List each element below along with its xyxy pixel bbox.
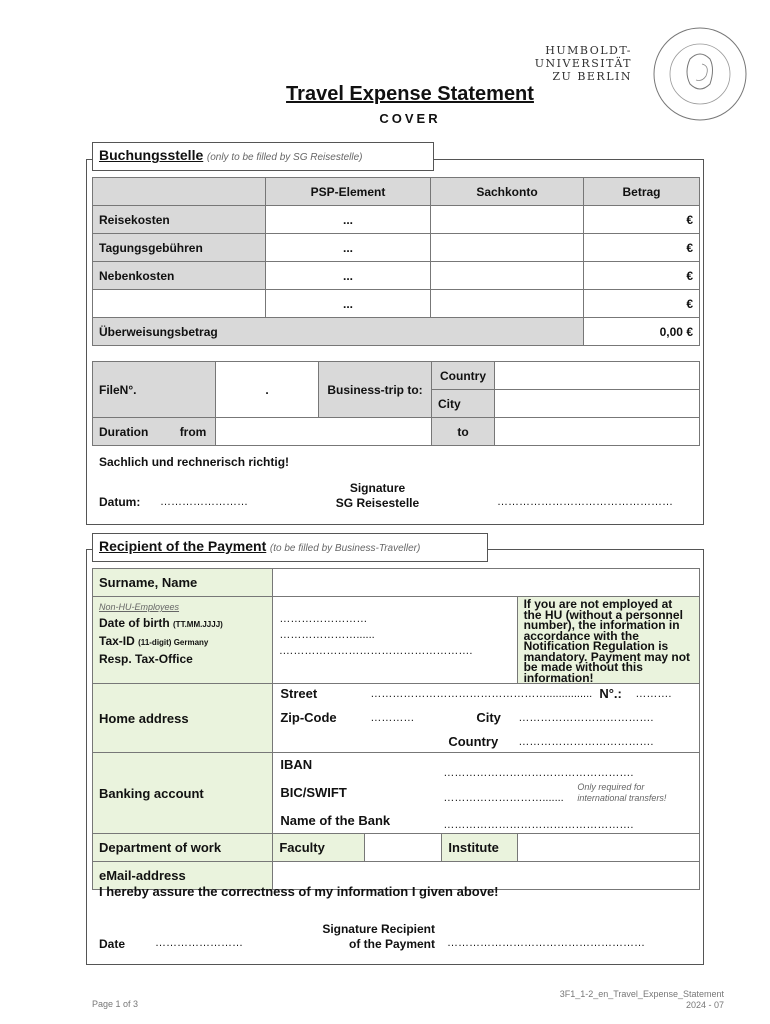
dob-label-row [99, 615, 266, 633]
bic-note [577, 782, 666, 804]
datum-label: Datum: [99, 495, 141, 509]
institute-label: Institute [442, 834, 517, 862]
row-label: Reisekosten [93, 206, 266, 234]
bic-note-line-1: Only required for [577, 782, 645, 792]
city-field[interactable] [495, 390, 700, 418]
booking-header-empty [93, 178, 266, 206]
banking-fields [273, 753, 700, 834]
home-address-label: Home address [93, 684, 273, 753]
taxid-label-row [99, 633, 266, 651]
recipient-heading [92, 533, 488, 562]
banking-label: Banking account [93, 753, 273, 834]
logo-line-2: UNIVERSITÄT [534, 57, 632, 70]
city-field[interactable]: ………………………………. [518, 712, 654, 724]
to-date-field[interactable] [495, 418, 700, 446]
recipient-note: (to be filled by Business-Traveller) [269, 543, 421, 554]
bic-field[interactable]: ………………………....... [443, 792, 564, 804]
buchungsstelle-heading [92, 142, 434, 171]
psp-cell[interactable]: ... [266, 262, 431, 290]
email-label: eMail-address [93, 862, 273, 890]
duration-label [93, 418, 216, 446]
date-field[interactable]: …………………… [155, 937, 243, 949]
row-label: Nebenkosten [93, 262, 266, 290]
page-number: Page 1 of 3 [92, 999, 139, 1009]
buchungsstelle-title: Buchungsstelle [99, 147, 204, 163]
institute-field[interactable] [517, 834, 699, 862]
row-label[interactable] [93, 290, 266, 318]
business-trip-label: Business-trip to: [319, 362, 432, 418]
document-version: 2024 - 07 [685, 1000, 724, 1010]
taxid-label: Tax-ID [99, 634, 135, 648]
from-date-field[interactable] [216, 418, 432, 446]
dob-field[interactable]: …………………… [279, 613, 368, 625]
number-field[interactable]: ………. [635, 688, 672, 700]
sachkonto-cell[interactable] [431, 290, 584, 318]
department-label: Department of work [93, 834, 273, 862]
non-hu-fields [273, 597, 517, 684]
faculty-label: Faculty [273, 834, 365, 862]
city-label: City [432, 390, 495, 418]
recipient-signature-label-1: Signature Recipient [322, 922, 435, 936]
trip-table [92, 361, 700, 446]
recipient-title: Recipient of the Payment [99, 538, 267, 554]
signature-label-1: Signature [349, 481, 406, 495]
university-seal-icon [650, 24, 750, 124]
taxid-note: (11-digit) Germany [138, 638, 209, 647]
country-label: Country [432, 362, 495, 390]
recipient-table [92, 568, 700, 890]
dob-label: Date of birth [99, 616, 170, 630]
page-title: Travel Expense Statement [286, 83, 534, 105]
surname-field[interactable] [273, 569, 700, 597]
total-value: 0,00 € [584, 318, 700, 346]
faculty-field[interactable] [365, 834, 442, 862]
assurance-text: I hereby assure the correctness of my information I given above! [99, 884, 499, 899]
zip-field[interactable]: ………… [370, 712, 415, 724]
file-number-field[interactable]: . [216, 362, 319, 418]
bank-name-label: Name of the Bank [280, 813, 391, 828]
dob-format: (TT.MM.JJJJ) [173, 620, 223, 629]
iban-label: IBAN [280, 757, 313, 772]
sachlich-text: Sachlich und rechnerisch richtig! [99, 455, 290, 469]
document-id: 3F1_1-2_en_Travel_Expense_Statement [559, 989, 724, 999]
psp-cell[interactable]: ... [266, 290, 431, 318]
col-betrag: Betrag [584, 178, 700, 206]
info-note: If you are not employed at the HU (without a personnel number), the information in accordance with the Notification Regulation is mandatory. Payment may not be made without this information! [517, 597, 699, 684]
bic-note-line-2: international transfers! [577, 793, 667, 803]
taxoffice-field[interactable]: .……………………………………………. [279, 645, 473, 657]
recipient-signature-field[interactable]: ……………………………………………… [447, 937, 645, 949]
iban-field[interactable]: ……………………………………………. [443, 767, 634, 779]
bank-name-field[interactable]: ……………………………………………. [443, 819, 634, 831]
zip-label: Zip-Code [280, 710, 337, 725]
non-hu-block [93, 597, 273, 684]
col-psp: PSP-Element [266, 178, 431, 206]
home-address-fields [273, 684, 700, 753]
file-label: FileN°. [93, 362, 216, 418]
booking-table [92, 177, 700, 346]
total-label: Überweisungsbetrag [93, 318, 584, 346]
surname-label: Surname, Name [93, 569, 273, 597]
datum-field[interactable]: …………………… [160, 496, 248, 508]
street-label: Street [280, 686, 318, 701]
university-logo-text [535, 44, 632, 83]
from-text: from [179, 424, 207, 439]
betrag-cell[interactable]: € [584, 234, 700, 262]
country-field[interactable] [495, 362, 700, 390]
country-label: Country [448, 734, 499, 749]
city-label: City [476, 710, 501, 725]
col-sachkonto: Sachkonto [431, 178, 584, 206]
betrag-cell[interactable]: € [584, 262, 700, 290]
psp-cell[interactable]: ... [266, 206, 431, 234]
signature-label-2: SG Reisestelle [335, 496, 420, 510]
street-field[interactable]: …………………………………………............... [370, 688, 593, 700]
taxoffice-label: Resp. Tax-Office [99, 652, 193, 666]
signature-field[interactable]: ………………………………………… [497, 496, 673, 508]
psp-cell[interactable]: ... [266, 234, 431, 262]
buchungsstelle-note: (only to be filled by SG Reisestelle) [206, 152, 363, 163]
sachkonto-cell[interactable] [431, 262, 584, 290]
logo-line-1: HUMBOLDT- [545, 44, 632, 57]
betrag-cell[interactable]: € [584, 206, 700, 234]
date-label: Date [99, 937, 126, 951]
taxid-field[interactable]: …………………...... [279, 629, 375, 641]
sachkonto-cell[interactable] [431, 234, 584, 262]
recipient-signature-label-2: of the Payment [348, 937, 435, 951]
sachkonto-cell[interactable] [431, 206, 584, 234]
page-subtitle: COVER [379, 111, 441, 126]
country-field[interactable]: ………………………………. [518, 736, 654, 748]
row-label: Tagungsgebühren [93, 234, 266, 262]
duration-text: Duration [99, 424, 149, 439]
non-hu-label: Non-HU-Employees [99, 602, 180, 612]
logo-line-3: ZU BERLIN [552, 70, 632, 83]
bic-label: BIC/SWIFT [280, 785, 347, 800]
betrag-cell[interactable]: € [584, 290, 700, 318]
number-label: N°.: [599, 686, 622, 701]
to-label: to [432, 418, 495, 446]
